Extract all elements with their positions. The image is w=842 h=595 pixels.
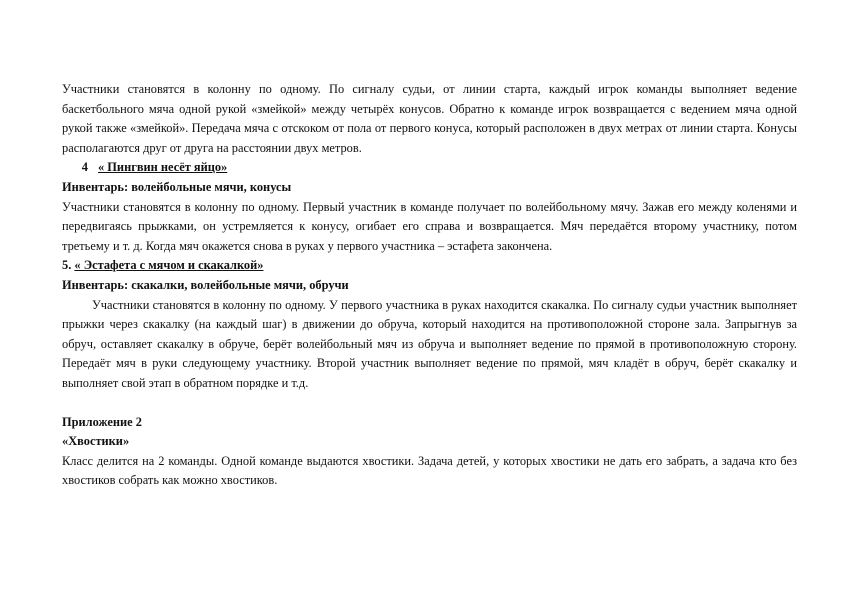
document-body — [62, 80, 797, 491]
relay-5-number: 5. — [62, 258, 72, 273]
game-title: «Хвостики» — [62, 434, 130, 449]
game-paragraph: Класс делится на 2 команды. Одной команде выдаются хвостики. Задача детей, у которых хвостики не дать его забрать, а задача кто без хвостиков собрать как можно хвостиков. — [62, 453, 797, 488]
relay-4-title: « Пингвин несёт яйцо» — [98, 160, 228, 175]
relay-4-number: 4 — [81, 160, 88, 175]
relay-5-inventory: Инвентарь: скакалки, волейбольные мячи, обручи — [62, 277, 349, 292]
relay-5-title: « Эстафета с мячом и скакалкой» — [74, 258, 264, 273]
relay-5-heading — [62, 256, 797, 276]
relay-description-paragraph: Участники становятся в колонну по одному. По сигналу судьи, от линии старта, каждый игрок команды выполняет ведение баскетбольного мяча одной рукой «змейкой» между четырёх конусов. Обратно к команде игрок возвращается с ведением мяча одной рукой также «змейкой». Передача мяча с отскоком от пола от первого конуса, который расположен в двух метрах от линии старта. Конусы располагаются друг от друга на расстоянии двух метров. — [62, 82, 797, 155]
relay-4-inventory: Инвентарь: волейбольные мячи, конусы — [62, 179, 292, 194]
spacer — [62, 394, 797, 413]
appendix-heading: Приложение 2 — [62, 414, 142, 429]
relay-4-paragraph: Участники становятся в колонну по одному. Первый участник в команде получает по волейбольному мячу. Зажав его между коленями и передвигаясь прыжками, он устремляется к конусу, огибает его справа и возвращается. Мяч передаётся второму участнику, потом третьему и т. д. Когда мяч окажется снова в руках у первого участника – эстафета закончена. — [62, 199, 797, 253]
relay-4-heading — [62, 158, 797, 178]
relay-5-paragraph: Участники становятся в колонну по одному. У первого участника в руках находится скакалка. По сигналу судьи участник выполняет прыжки через скакалку (на каждый шаг) в движении до обруча, который находится на противоположной стороне зала. Запрыгнув за обруч, оставляет скакалку в обруче, берёт волейбольный мяч из обруча и выполняет ведение по прямой в противоположную сторону. Передаёт мяч в руки следующему участнику. Второй участник выполняет ведение по прямой, мяч кладёт в обруч, берёт скакалку и выполняет свой этап в обратном порядке и т.д. — [62, 297, 797, 390]
